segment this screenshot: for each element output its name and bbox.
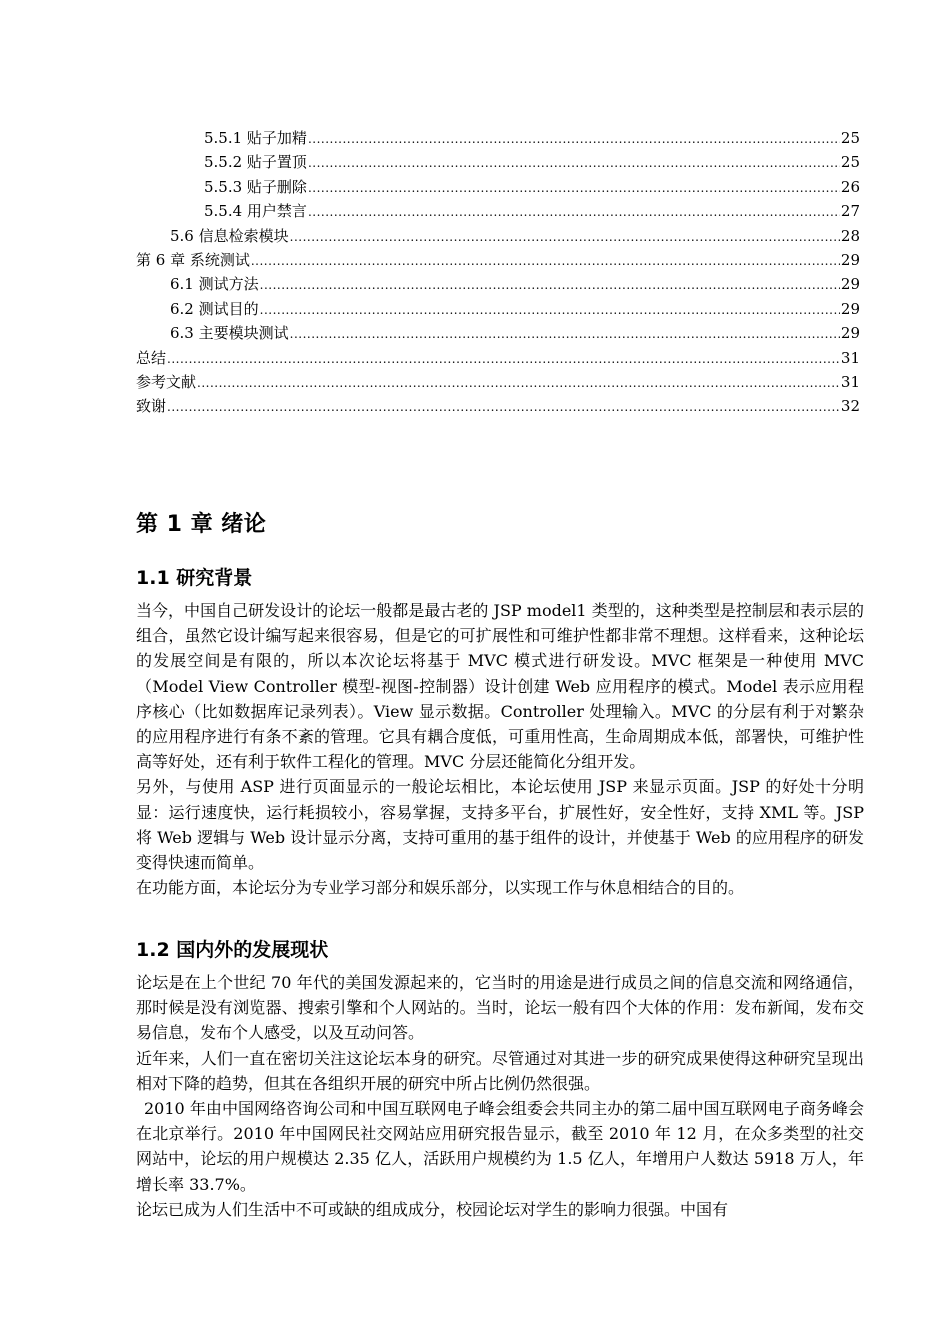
toc-entry[interactable] — [136, 394, 860, 418]
toc-page-number: 27 — [840, 202, 860, 221]
toc-entry-label: 5.5.3 贴子删除 — [204, 175, 308, 199]
toc-leader-dots — [167, 347, 840, 371]
toc-leader-dots — [308, 176, 840, 200]
toc-entry-label: 5.6 信息检索模块 — [170, 224, 290, 248]
toc-leader-dots — [260, 273, 840, 297]
toc-page-number: 26 — [840, 177, 860, 196]
toc-leader-dots — [308, 127, 840, 151]
toc-entry[interactable] — [136, 150, 860, 174]
toc-page-number: 31 — [840, 348, 860, 367]
toc-leader-dots — [290, 322, 840, 346]
toc-page-number: 29 — [840, 250, 860, 269]
toc-leader-dots — [260, 298, 840, 322]
toc-page-number: 29 — [840, 324, 860, 343]
toc-entry-label: 6.3 主要模块测试 — [170, 321, 290, 345]
toc-entry[interactable] — [136, 126, 860, 150]
toc-entry-label: 第 6 章 系统测试 — [136, 248, 251, 272]
paragraph: 2010 年由中国网络咨询公司和中国互联网电子峰会组委会共同主办的第二届中国互联网电子商务峰会在北京举行。2010 年中国网民社交网站应用研究报告显示，截至 2010 年 12 月，在众多类型的社交网站中，论坛的用户规模达 2.35 亿人，活跃用户规模约为 1.5 亿人，年增用户人数达 5918 万人，年增长率 33.7%。 — [136, 1099, 864, 1194]
toc-leader-dots — [167, 395, 840, 419]
toc-leader-dots — [251, 249, 840, 273]
toc-entry[interactable] — [136, 346, 860, 370]
section-body — [136, 970, 864, 1222]
toc-leader-dots — [308, 151, 840, 175]
paragraph: 论坛已成为人们生活中不可或缺的组成成分，校园论坛对学生的影响力很强。中国有 — [136, 1199, 729, 1219]
toc-entry-label: 5.5.1 贴子加精 — [204, 126, 308, 150]
toc-entry[interactable] — [136, 297, 860, 321]
toc-page-number: 25 — [840, 129, 860, 147]
toc-entry-label: 6.2 测试目的 — [170, 297, 260, 321]
toc-leader-dots — [290, 225, 840, 249]
toc-entry-label: 参考文献 — [136, 370, 197, 394]
paragraph: 论坛是在上个世纪 70 年代的美国发源起来的，它当时的用途是进行成员之间的信息交流和网络通信，那时候是没有浏览器、搜索引擎和个人网站的。当时，论坛一般有四个大体的作用：发布新闻，发布交易信息，发布个人感受，以及互动问答。 — [136, 973, 864, 1043]
toc-entry[interactable] — [136, 272, 860, 296]
toc-entry-label: 致谢 — [136, 394, 167, 418]
toc-leader-dots — [197, 371, 840, 395]
toc-page-number: 29 — [840, 275, 860, 294]
section-title: 1.2 国内外的发展现状 — [136, 939, 329, 961]
paragraph: 近年来，人们一直在密切关注这论坛本身的研究。尽管通过对其进一步的研究成果使得这种研究呈现出相对下降的趋势，但其在各组织开展的研究中所占比例仍然很强。 — [136, 1048, 864, 1093]
toc-entry-label: 5.5.4 用户禁言 — [204, 199, 308, 223]
toc-page-number: 32 — [840, 397, 860, 416]
toc-entry[interactable] — [136, 175, 860, 199]
toc-entry-label: 总结 — [136, 346, 167, 370]
toc-entry[interactable] — [136, 248, 860, 272]
toc-leader-dots — [308, 200, 840, 224]
toc-entry-label: 5.5.2 贴子置顶 — [204, 150, 308, 174]
section-title: 1.1 研究背景 — [136, 567, 253, 589]
toc-page-number: 25 — [840, 153, 860, 172]
toc-entry[interactable] — [136, 224, 860, 248]
toc-page-number: 28 — [840, 226, 860, 245]
paragraph: 另外，与使用 ASP 进行页面显示的一般论坛相比，本论坛使用 JSP 来显示页面。JSP 的好处十分明显：运行速度快，运行耗损较小，容易掌握，支持多平台，扩展性好，安全性好，支持 XML 等。JSP 将 Web 逻辑与 Web 设计显示分离，支持可重用的基于组件的设计，并使基于 Web 的应用程序的研发变得快速而简单。 — [136, 777, 864, 873]
table-of-contents — [136, 126, 860, 419]
paragraph: 在功能方面，本论坛分为专业学习部分和娱乐部分，以实现工作与休息相结合的目的。 — [136, 878, 745, 898]
toc-entry[interactable] — [136, 199, 860, 223]
toc-entry[interactable] — [136, 321, 860, 345]
section-body — [136, 598, 864, 900]
toc-page-number: 31 — [840, 372, 860, 391]
toc-page-number: 29 — [840, 299, 860, 318]
toc-entry-label: 6.1 测试方法 — [170, 272, 260, 296]
toc-entry[interactable] — [136, 370, 860, 394]
paragraph: 当今，中国自己研发设计的论坛一般都是最古老的 JSP model1 类型的，这种类型是控制层和表示层的组合，虽然它设计编写起来很容易，但是它的可扩展性和可维护性都非常不理想。这样看来，这种论坛的发展空间是有限的，所以本次论坛将基于 MVC 模式进行研发设。MVC 框架是一种使用 MVC（Model View Controller 模型-视图-控制器）设计创建 Web 应用程序的模式。Model 表示应用程序核心（比如数据库记录列表）。View 显示数据。Controller 处理输入。MVC 的分层有利于对繁杂的应用程序进行有条不紊的管理。它具有耦合度低，可重用性高，生命周期成本低，部署快，可维护性高等好处，还有利于软件工程化的管理。MVC 分层还能简化分组开发。 — [136, 601, 864, 772]
chapter-title: 第 1 章 绪论 — [136, 512, 267, 537]
